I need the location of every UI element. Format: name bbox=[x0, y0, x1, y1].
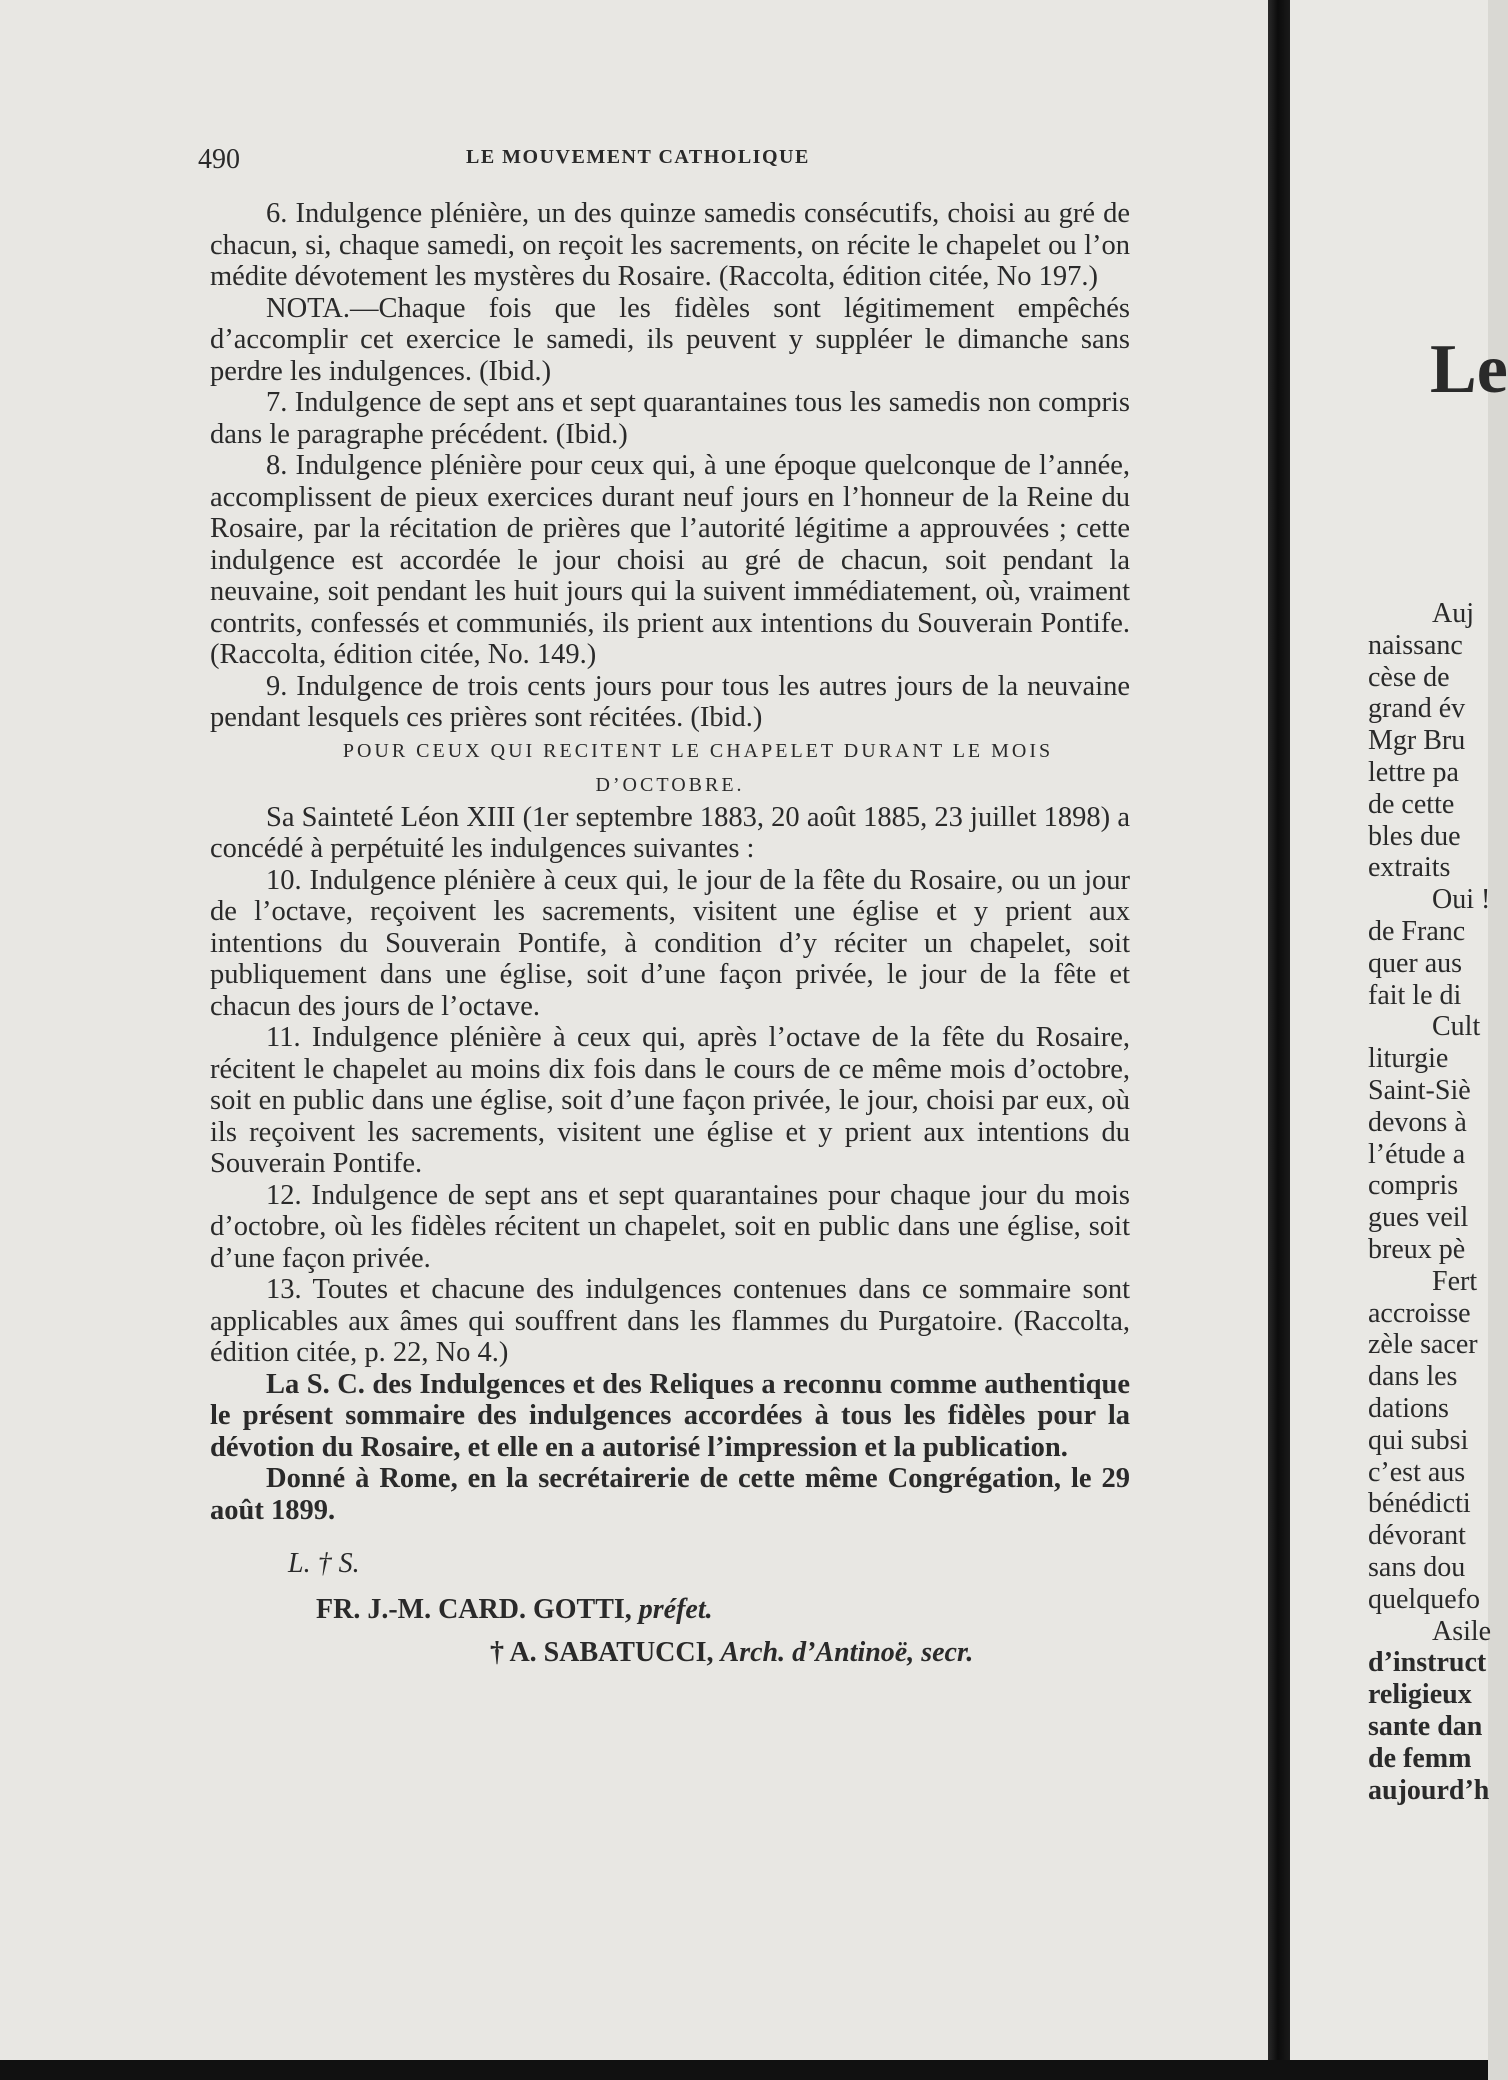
right-page-line: de cette bbox=[1368, 788, 1455, 820]
right-page-line: gues veil bbox=[1368, 1202, 1469, 1234]
prefect-name: FR. J.-M. CARD. GOTTI, bbox=[316, 1593, 632, 1625]
right-page-line: zèle sacer bbox=[1368, 1329, 1478, 1361]
running-title: LE MOUVEMENT CATHOLIQUE bbox=[466, 146, 810, 168]
right-page-line: Cult bbox=[1432, 1011, 1481, 1043]
right-page-line: qui subsi bbox=[1368, 1424, 1469, 1456]
right-page-line: religieux bbox=[1368, 1679, 1472, 1711]
paragraph-12: 12. Indulgence de sept ans et sept quarantaines pour chaque jour du mois d’octobre, où les fidèles récitent un chapelet, soit en public dans une église, soit d’une façon privée. bbox=[210, 1179, 1130, 1274]
paragraph-9: 9. Indulgence de trois cents jours pour tous les autres jours de la neuvaine pendant lesquels ces prières sont récitées. (Ibid.) bbox=[210, 670, 1130, 733]
right-page-line: devons à bbox=[1368, 1106, 1467, 1138]
right-page-line: dans les bbox=[1368, 1361, 1458, 1393]
paragraph-authentication: La S. C. des Indulgences et des Reliques a reconnu comme authentique le présent sommaire des indulgences accordées à tous les fidèles pour la dévotion du Rosaire, et elle en a autorisé l’impression et la publication. bbox=[210, 1368, 1130, 1463]
right-page-line: naissanc bbox=[1368, 629, 1463, 661]
right-page-line: grand év bbox=[1368, 693, 1466, 725]
section-title: POUR CEUX QUI RECITENT LE CHAPELET DURANT LE MOIS D’OCTOBRE. bbox=[342, 739, 1054, 796]
paragraph-date: Donné à Rome, en la secrétairerie de cette même Congrégation, le 29 août 1899. bbox=[210, 1463, 1130, 1526]
paragraph-7: 7. Indulgence de sept ans et sept quarantaines tous les samedis non compris dans le paragraphe précédent. (Ibid.) bbox=[210, 387, 1130, 450]
page-number: 490 bbox=[198, 144, 240, 175]
right-page-line: de femm bbox=[1368, 1742, 1472, 1774]
right-page-line: c’est aus bbox=[1368, 1456, 1466, 1488]
paragraph-10: 10. Indulgence plénière à ceux qui, le jour de la fête du Rosaire, ou un jour de l’octave, reçoivent les sacrements, visitent une église et y prient aux intentions du Souverain Pontife, à condition d’y réciter un chapelet, soit publiquement dans une église, soit d’une façon privée, le jour de la fête et chacun des jours de l’octave. bbox=[210, 864, 1130, 1022]
right-page-line: lettre pa bbox=[1368, 757, 1459, 788]
right-page-line: breux pè bbox=[1368, 1234, 1466, 1265]
right-page-line: fait le di bbox=[1368, 979, 1462, 1011]
prefect-signature bbox=[316, 1594, 1130, 1626]
right-page bbox=[1290, 0, 1508, 2060]
right-page-line: sante dan bbox=[1368, 1711, 1483, 1742]
right-page-line: d’instruct bbox=[1368, 1647, 1487, 1679]
right-page-line: Saint-Siè bbox=[1368, 1075, 1471, 1106]
right-page-line: Auj bbox=[1432, 598, 1474, 629]
right-page-line: sans dou bbox=[1368, 1552, 1466, 1583]
seal-mark: L. † S. bbox=[288, 1548, 360, 1579]
right-page-line: Mgr Bru bbox=[1368, 725, 1466, 757]
paragraph-8: 8. Indulgence plénière pour ceux qui, à une époque quelconque de l’année, accomplissent de pieux exercices durant neuf jours en l’honneur de la Reine du Rosaire, par la récitation de prières que l’autorité légitime a approuvées ; cette indulgence est accordée le jour choisi au gré de chacun, soit pendant la neuvaine, soit pendant les huit jours qui la suivent immédiatement, où, vraiment contrits, confessés et communiés, ils prient aux intentions du Souverain Pontife. (Raccolta, édition citée, No. 149.) bbox=[210, 450, 1130, 670]
scan-bottom-edge bbox=[0, 2060, 1488, 2080]
right-page-line: l’étude a bbox=[1368, 1138, 1466, 1170]
paragraph-11: 11. Indulgence plénière à ceux qui, après l’octave de la fête du Rosaire, récitent le chapelet au moins dix fois dans le cours de ce même mois d’octobre, soit en public dans une église, soit d’une façon privée, le jour, choisi par eux, où ils reçoivent les sacrements, visitent une église et y prient aux intentions du Souverain Pontife. bbox=[210, 1022, 1130, 1179]
paragraph-nota: NOTA.—Chaque fois que les fidèles sont légitimement empêchés d’accomplir cet exercice le samedi, ils peuvent y suppléer le dimanche sans perdre les indulgences. (Ibid.) bbox=[210, 292, 1130, 387]
right-page-line: compris bbox=[1368, 1170, 1459, 1202]
right-page-line: liturgie bbox=[1368, 1043, 1449, 1075]
secretary-signature bbox=[490, 1637, 1130, 1669]
right-page-line: quelquefo bbox=[1368, 1583, 1480, 1615]
right-page-line: bles due bbox=[1368, 820, 1461, 852]
right-page-line: Fert bbox=[1432, 1265, 1478, 1297]
body-text bbox=[210, 198, 1130, 1669]
right-page-line: extraits bbox=[1368, 852, 1451, 884]
right-page-line: Asile bbox=[1432, 1615, 1492, 1647]
paragraph-6: 6. Indulgence plénière, un des quinze samedis consécutifs, choisi au gré de chacun, si, chaque samedi, on reçoit les sacrements, on récite le chapelet ou l’on médite dévotement les mystères du Rosaire. (Raccolta, édition citée, No 197.) bbox=[210, 198, 1130, 292]
page-header bbox=[198, 138, 1148, 178]
prefect-title: préfet. bbox=[638, 1593, 713, 1625]
secretary-title: Arch. d’Antinoë, secr. bbox=[720, 1637, 974, 1668]
right-page-line: quer aus bbox=[1368, 947, 1463, 979]
book-gutter bbox=[1268, 0, 1290, 2060]
paragraph-13: 13. Toutes et chacune des indulgences contenues dans ce sommaire sont applicables aux âmes qui souffrent dans les flammes du Purgatoire. (Raccolta, édition citée, p. 22, No 4.) bbox=[210, 1274, 1130, 1368]
right-page-line: accroisse bbox=[1368, 1297, 1471, 1329]
right-page-line: de Franc bbox=[1368, 916, 1466, 947]
right-page-line: dévorant bbox=[1368, 1520, 1466, 1552]
right-page-line: cèse de bbox=[1368, 661, 1450, 693]
right-page-line: bénédicti bbox=[1368, 1488, 1471, 1520]
secretary-name: † A. SABATUCCI, bbox=[490, 1637, 714, 1668]
right-page-line: Oui ! bbox=[1432, 884, 1491, 916]
paragraph-leon: Sa Sainteté Léon XIII (1er septembre 1883, 20 août 1885, 23 juillet 1898) a concédé à perpétuité les indulgences suivantes : bbox=[210, 801, 1130, 864]
right-page-line: dations bbox=[1368, 1393, 1449, 1424]
right-page-line: aujourd’h bbox=[1368, 1774, 1490, 1806]
right-page-heading-fragment: Le bbox=[1430, 331, 1508, 408]
